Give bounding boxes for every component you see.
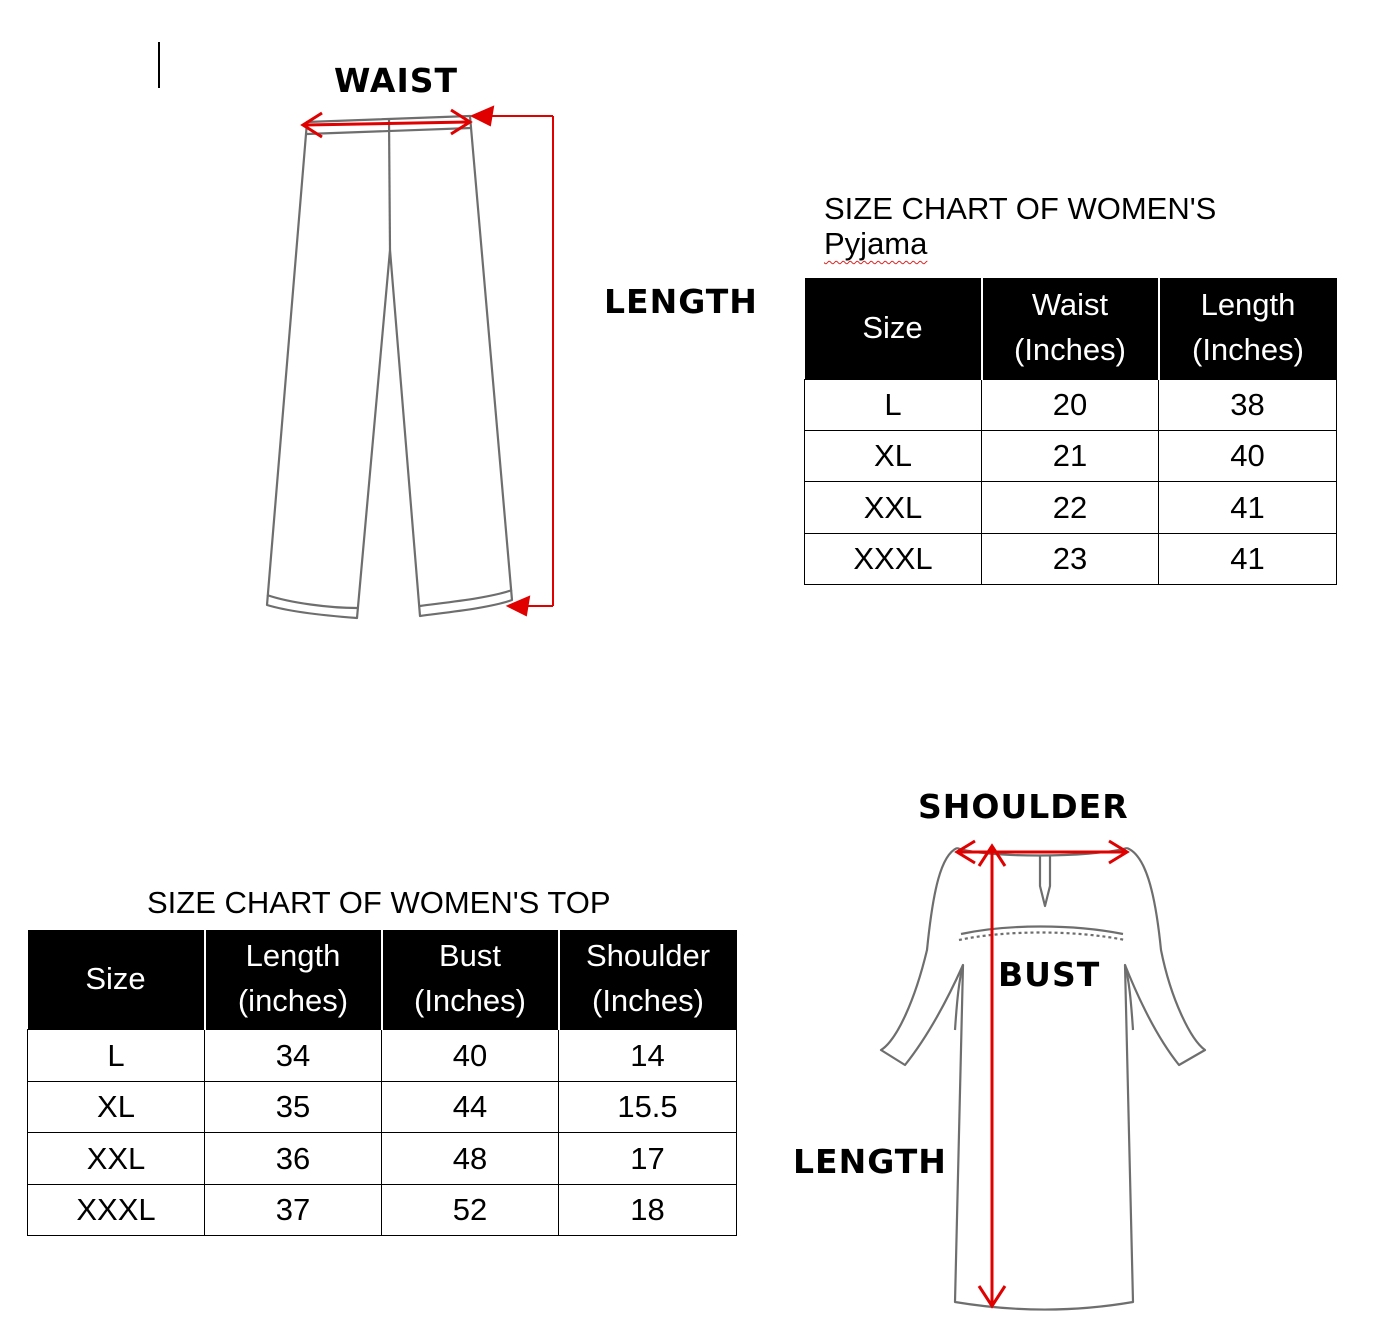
table-cell: 52: [382, 1184, 559, 1235]
top-header-bust: Bust (Inches): [382, 930, 559, 1029]
table-cell: XXXL: [28, 1184, 205, 1235]
pyjama-chart-title: [824, 190, 1216, 262]
pyjama-header-waist: Waist (Inches): [982, 278, 1159, 379]
table-cell: XXL: [28, 1132, 205, 1184]
table-cell: 18: [559, 1184, 737, 1235]
table-cell: 41: [1159, 481, 1337, 533]
table-cell: 23: [982, 533, 1159, 584]
top-header-length: Length (inches): [205, 930, 382, 1029]
pyjama-header-size: Size: [805, 278, 982, 379]
table-cell: XXL: [805, 481, 982, 533]
table-cell: 21: [982, 430, 1159, 481]
pyjama-waist-label: WAIST: [334, 61, 459, 100]
table-cell: XXXL: [805, 533, 982, 584]
table-row: [805, 430, 1337, 481]
table-cell: 48: [382, 1132, 559, 1184]
kurta-illustration: [875, 830, 1215, 1320]
top-header-shoulder: Shoulder (Inches): [559, 930, 737, 1029]
table-cell: 40: [1159, 430, 1337, 481]
table-cell: 20: [982, 379, 1159, 430]
top-header-size: Size: [28, 930, 205, 1029]
kurta-shoulder-label: SHOULDER: [918, 787, 1129, 826]
table-cell: 17: [559, 1132, 737, 1184]
table-row: [28, 1081, 737, 1132]
pyjama-size-table: [804, 278, 1337, 585]
table-cell: 41: [1159, 533, 1337, 584]
kurta-bust-label: BUST: [998, 955, 1101, 994]
table-cell: 15.5: [559, 1081, 737, 1132]
top-chart-title: SIZE CHART OF WOMEN'S TOP: [147, 885, 611, 920]
table-cell: 22: [982, 481, 1159, 533]
table-row: [805, 481, 1337, 533]
pyjama-header-length: Length (Inches): [1159, 278, 1337, 379]
text-cursor: [158, 42, 160, 88]
table-cell: L: [805, 379, 982, 430]
table-row: [28, 1029, 737, 1081]
table-cell: 14: [559, 1029, 737, 1081]
table-row: [805, 379, 1337, 430]
table-cell: 34: [205, 1029, 382, 1081]
table-cell: 40: [382, 1029, 559, 1081]
table-cell: 35: [205, 1081, 382, 1132]
table-row: [28, 1184, 737, 1235]
pyjama-length-label: LENGTH: [604, 282, 758, 321]
table-cell: L: [28, 1029, 205, 1081]
table-cell: 37: [205, 1184, 382, 1235]
pyjama-illustration: [250, 100, 570, 630]
table-cell: 38: [1159, 379, 1337, 430]
table-cell: XL: [28, 1081, 205, 1132]
pyjama-chart-title-line2: Pyjama: [824, 226, 928, 262]
top-size-table: [27, 930, 737, 1236]
table-cell: 36: [205, 1132, 382, 1184]
table-cell: XL: [805, 430, 982, 481]
pyjama-chart-title-line1: SIZE CHART OF WOMEN'S: [824, 191, 1217, 226]
table-cell: 44: [382, 1081, 559, 1132]
kurta-length-label: LENGTH: [793, 1142, 947, 1181]
table-row: [805, 533, 1337, 584]
table-row: [28, 1132, 737, 1184]
